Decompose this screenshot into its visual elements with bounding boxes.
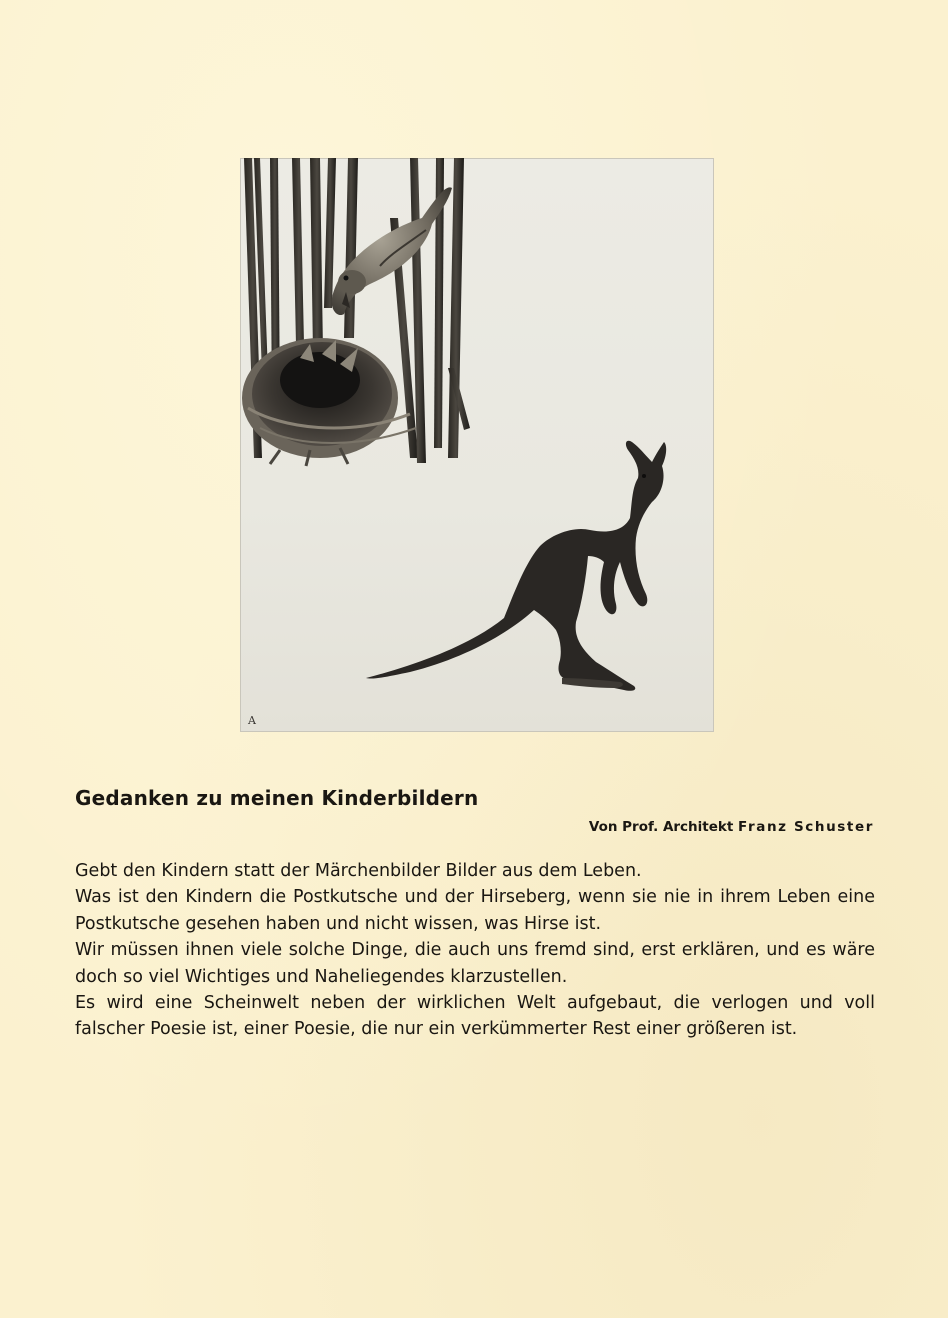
photo-drawing [240,158,714,732]
article-body [75,858,875,1043]
article-paragraph: Was ist den Kindern die Postkutsche und der Hirseberg, wenn sie nie in ihrem Leben eine Postkutsche gesehen haben und nicht wissen, was Hirse ist. [75,887,875,934]
illustration-photo [240,158,714,732]
article-paragraph: Es wird eine Scheinwelt neben der wirklichen Welt aufgebaut, die verlogen und voll falscher Poesie ist, einer Poesie, die nur ein verkümmerter Rest einer größeren ist. [75,993,875,1040]
nest [242,338,416,466]
kangaroo [366,441,666,691]
article-byline [589,819,874,835]
photo-monogram: A [248,714,256,727]
article-paragraph: Wir müssen ihnen viele solche Dinge, die auch uns fremd sind, erst erklären, und es wäre doch so viel Wichtiges und Naheliegendes klarzustellen. [75,940,875,987]
byline-author-name: Franz Schuster [738,819,874,835]
article-title: Gedanken zu meinen Kinderbildern [75,786,479,810]
article-paragraph: Gebt den Kindern statt der Märchenbilder Bilder aus dem Leben. [75,861,642,881]
byline-prefix: Von Prof. Architekt [588,819,734,835]
